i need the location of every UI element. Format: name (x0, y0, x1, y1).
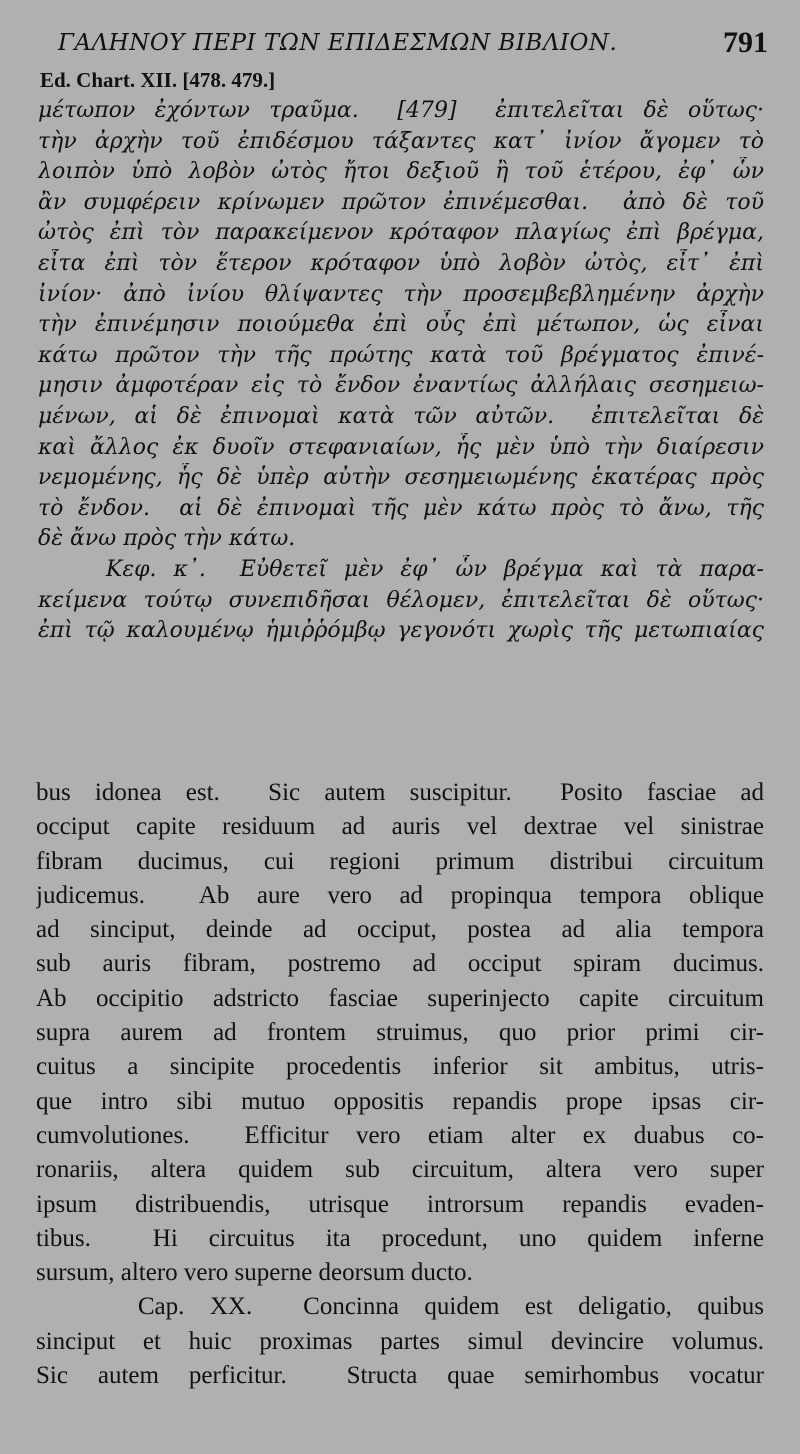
latin-line: sinciput et huic proximas partes simul devincire volumus. (36, 1327, 764, 1355)
latin-line: supra aurem ad frontem struimus, quo prior primi cir- (36, 1019, 764, 1047)
running-title: ΓΑΛΗΝΟΥ ΠΕΡΙ ΤΩΝ ΕΠΙΔΕΣΜΩΝ ΒΙΒΛΙΟΝ. (58, 30, 618, 56)
edition-reference: Ed. Chart. XII. [478. 479.] (40, 68, 276, 92)
greek-line: μέτωπον ἐχόντων τραῦμα. [479] ἐπιτελεῖται δὲ οὕτως· (38, 98, 764, 123)
greek-line: ἰνίον· ἀπὸ ἰνίου θλίψαντες τὴν προσεμβεβλημένην ἀρχὴν (38, 281, 764, 307)
latin-line: ipsum distribuendis, utrisque introrsum repandis evaden- (36, 1190, 764, 1218)
latin-line: Sic autem perficitur. Structa quae semirhombus vocatur (36, 1362, 764, 1390)
greek-line: μησιν ἀμφοτέραν εἰς τὸ ἔνδον ἐναντίως ἀλλήλαις σεσημειω- (38, 373, 764, 399)
latin-line: sursum, altero vero superne deorsum ducto. (36, 1259, 473, 1287)
latin-chapter-heading-line: Cap. XX. Concinna quidem est deligatio, quibus (36, 1293, 764, 1321)
greek-line: νεμομένης, ἧς δὲ ὑπὲρ αὐτὴν σεσημειωμένης ἑκατέρας πρὸς (38, 465, 764, 491)
greek-line: ὠτὸς ἐπὶ τὸν παρακείμενον κρόταφον πλαγίως ἐπὶ βρέγμα, (38, 220, 764, 246)
latin-line: que intro sibi mutuo oppositis repandis prope ipsas cir- (36, 1087, 764, 1115)
greek-line: δὲ ἄνω πρὸς τὴν κάτω. (38, 526, 296, 552)
greek-line: κείμενα τούτῳ συνεπιδῆσαι θέλομεν, ἐπιτελεῖται δὲ οὕτως· (38, 587, 764, 613)
latin-line: cumvolutiones. Efficitur vero etiam alter ex duabus co- (36, 1121, 764, 1149)
latin-line: fibram ducimus, cui regioni primum distribui circuitum (36, 847, 764, 875)
greek-line: τὴν ἐπινέμησιν ποιούμεθα ἐπὶ οὖς ἐπὶ μέτωπον, ὡς εἶναι (38, 312, 764, 338)
page-header (58, 26, 768, 66)
latin-line: cuitus a sincipite procedentis inferior sit ambitus, utris- (36, 1053, 764, 1081)
greek-chapter-heading-line: Κεφ. κ᾽. Εὐθετεῖ μὲν ἐφ᾽ ὧν βρέγμα καὶ τὰ παρα- (38, 556, 764, 582)
latin-line: tibus. Hi circuitus ita procedunt, uno quidem inferne (36, 1224, 764, 1252)
latin-line: judicemus. Ab aure vero ad propinqua tempora oblique (36, 881, 764, 909)
page-number: 791 (723, 26, 768, 59)
greek-line: ἂν συμφέρειν κρίνωμεν πρῶτον ἐπινέμεσθαι. ἀπὸ δὲ τοῦ (38, 189, 764, 215)
greek-text-block (38, 96, 764, 647)
greek-line: εἶτα ἐπὶ τὸν ἕτερον κρόταφον ὑπὸ λοβὸν ὠτὸς, εἶτ᾽ ἐπὶ (38, 250, 764, 276)
greek-line: λοιπὸν ὑπὸ λοβὸν ὠτὸς ἤτοι δεξιοῦ ἢ τοῦ ἑτέρου, ἐφ᾽ ὧν (38, 159, 764, 185)
latin-line: bus idonea est. Sic autem suscipitur. Posito fasciae ad (36, 779, 764, 806)
greek-line: ἐπὶ τῷ καλουμένῳ ἡμιῤῥόμβῳ γεγονότι χωρὶς τῆς μετωπιαίας (38, 618, 764, 644)
latin-line: Ab occipitio adstricto fasciae superinjecto capite circuitum (36, 984, 764, 1012)
latin-line: occiput capite residuum ad auris vel dextrae vel sinistrae (36, 813, 764, 841)
greek-line: τὸ ἔνδον. αἱ δὲ ἐπινομαὶ τῆς μὲν κάτω πρὸς τὸ ἄνω, τῆς (38, 495, 764, 521)
greek-line: καὶ ἄλλος ἐκ δυοῖν στεφανιαίων, ἧς μὲν ὑπὸ τὴν διαίρεσιν (38, 434, 764, 460)
greek-line: μένων, αἱ δὲ ἐπινομαὶ κατὰ τῶν αὐτῶν. ἐπιτελεῖται δὲ (38, 403, 764, 429)
latin-text-block (36, 776, 764, 1393)
latin-line: ad sinciput, deinde ad occiput, postea ad alia tempora (36, 916, 764, 944)
latin-line: sub auris fibram, postremo ad occiput spiram ducimus. (36, 950, 764, 978)
latin-line: ronariis, altera quidem sub circuitum, altera vero super (36, 1156, 764, 1184)
greek-line: κάτω πρῶτον τὴν τῆς πρώτης κατὰ τοῦ βρέγματος ἐπινέ- (38, 342, 764, 368)
greek-line: τὴν ἀρχὴν τοῦ ἐπιδέσμου τάξαντες κατ᾽ ἰνίον ἄγομεν τὸ (38, 128, 764, 154)
